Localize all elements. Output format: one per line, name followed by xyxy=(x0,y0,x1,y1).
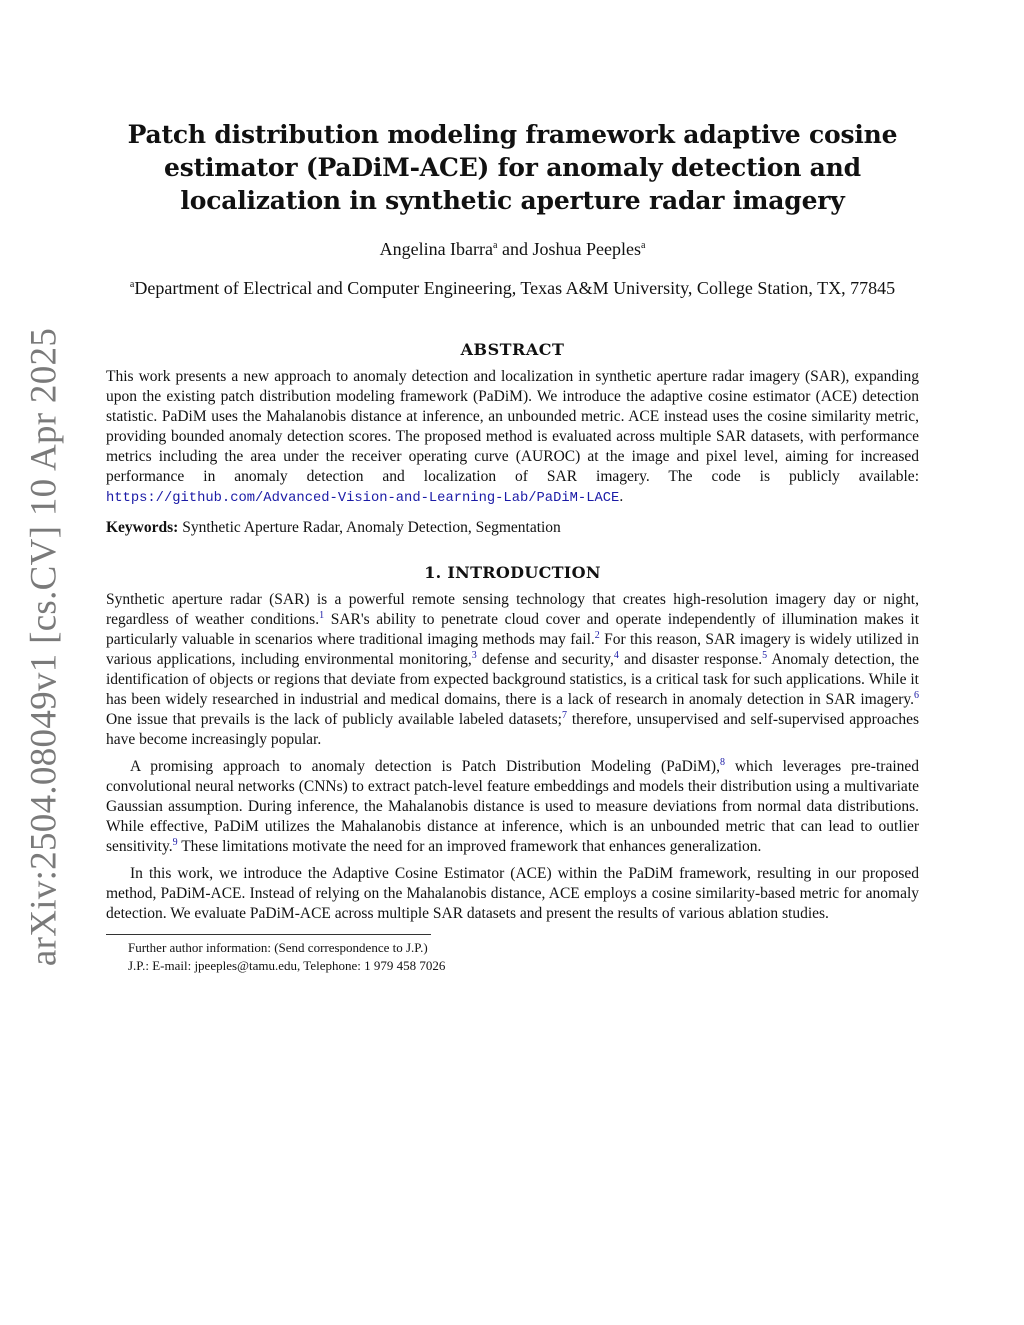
paper-title: Patch distribution modeling framework adaptive cosine estimator (PaDiM-ACE) for anomaly detection and localization in synthetic aperture radar imagery xyxy=(127,120,898,215)
abstract-text: This work presents a new approach to anomaly detection and localization in synthetic aperture radar imagery (SAR), expanding upon the existing patch distribution modeling framework (PaDiM). We introduce the adaptive cosine estimator (ACE) detection statistic. PaDiM uses the Mahalanobis distance at inference, an unbounded metric. ACE instead uses the cosine similarity metric, providing bounded anomaly detection scores. The proposed method is evaluated across multiple SAR datasets, with performance metrics including the area under the receiver operating curve (AUROC) at the image and pixel level, aiming for increased performance in anomaly detection and localization of SAR imagery. The code is publicly available: xyxy=(106,368,919,485)
intro-paragraph-1: Synthetic aperture radar (SAR) is a powerful remote sensing technology that creates high-resolution imagery day or night, regardless of weather conditions.$^1$ SAR's ability to penetrate cloud cover and operate independently of illumination makes it particularly valuable in scenarios where traditional imaging methods may fail.$^2$ For this reason, SAR imagery is widely utilized in various applications, including environmental monitoring,$^3$ defense and security,$^4$ and disaster response.$^5$ Anomaly detection, the identification of objects or regions that deviate from expected background statistics, is a critical task for such applications. While it has been widely researched in industrial and medical domains, there is a lack of research in anomaly detection in SAR imagery.$^6$ One issue that prevails is the lack of publicly available labeled datasets;$^7$ therefore, unsupervised and self-supervised approaches have become increasingly popular. xyxy=(106,591,919,748)
paper-page xyxy=(106,118,919,975)
affiliation xyxy=(106,277,919,300)
citation[interactable]: 5 xyxy=(762,649,768,661)
citation[interactable]: 8 xyxy=(719,756,725,768)
footnote-line: Further author information: (Send correspondence to J.P.) xyxy=(128,940,428,955)
footnote xyxy=(106,939,919,975)
intro-paragraph-2: A promising approach to anomaly detection is Patch Distribution Modeling (PaDiM),$^8$ which leverages pre-trained convolutional neural networks (CNNs) to extract patch-level feature embeddings and models their distribution using a multivariate Gaussian assumption. During inference, the Mahalanobis distance is used to measure deviations from normal data distributions. While effective, PaDiM utilizes the Mahalanobis distance at inference, which is an unbounded metric that can lead to outlier sensitivity.$^9$ These limitations motivate the need for an improved framework that enhances generalization. xyxy=(106,756,920,855)
author-name: Joshua Peeples xyxy=(532,239,641,259)
footnote-rule xyxy=(106,934,431,935)
citation[interactable]: 1 xyxy=(319,609,325,621)
affiliation-mark: a xyxy=(129,279,135,290)
abstract-body xyxy=(106,367,919,509)
arxiv-stamp xyxy=(8,327,80,967)
citation[interactable]: 4 xyxy=(613,649,619,661)
keywords-label: Keywords: xyxy=(106,519,179,536)
footnote-line: J.P.: E-mail: jpeeples@tamu.edu, Telephone: 1 979 458 7026 xyxy=(128,958,446,973)
code-link[interactable]: https://github.com/Advanced-Vision-and-Learning-Lab/PaDiM-LACE xyxy=(106,491,620,506)
abstract-heading: ABSTRACT xyxy=(460,340,565,359)
citation[interactable]: 6 xyxy=(914,689,919,701)
intro-paragraph-3: In this work, we introduce the Adaptive Cosine Estimator (ACE) within the PaDiM framework, resulting in our proposed method, PaDiM-ACE. Instead of relying on the Mahalanobis distance, ACE employs a cosine similarity-based metric for anomaly detection. We evaluate PaDiM-ACE across multiple SAR datasets and present the results of various ablation studies. xyxy=(106,865,919,922)
affiliation-mark: a xyxy=(640,240,646,251)
arxiv-identifier: arXiv:2504.08049v1 [cs.CV] 10 Apr 2025 xyxy=(23,327,65,967)
keywords-text: Synthetic Aperture Radar, Anomaly Detection, Segmentation xyxy=(178,519,561,536)
affiliation-mark: a xyxy=(493,240,498,251)
keywords xyxy=(106,519,919,537)
section-heading: 1. INTRODUCTION xyxy=(424,563,601,582)
author-list xyxy=(106,239,919,260)
citation[interactable]: 9 xyxy=(172,836,178,848)
affiliation-text: Department of Electrical and Computer Engineering, Texas A&M University, College Station, TX, 77845 xyxy=(134,278,896,298)
abstract-end: . xyxy=(619,488,624,505)
author-separator: and xyxy=(497,239,533,259)
citation[interactable]: 2 xyxy=(594,629,600,641)
citation[interactable]: 3 xyxy=(471,649,477,661)
citation[interactable]: 7 xyxy=(561,709,567,721)
author-name: Angelina Ibarra xyxy=(379,239,494,259)
